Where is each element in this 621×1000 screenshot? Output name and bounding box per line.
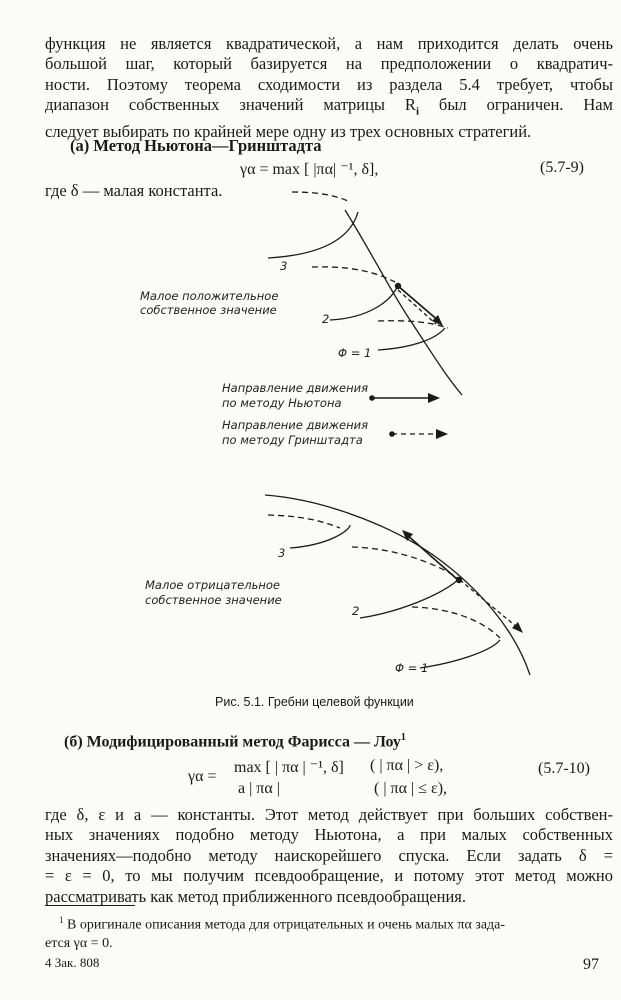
formula-5-7-10-case2-cond: ( | πα | ≤ ε), bbox=[374, 780, 448, 797]
bottom-contour-3 bbox=[290, 525, 350, 548]
intro-line: ности. Поэтому теорема сходимости из раздела 5.4 требует, чтобы bbox=[45, 74, 613, 94]
formula-5-7-9: γα = max [ |πα| ⁻¹, δ], bbox=[240, 161, 379, 178]
top-label-phi: Φ = 1 bbox=[338, 346, 372, 360]
bottom-eigen-label-1: Малое отрицательное bbox=[145, 578, 281, 592]
bottom-current-point bbox=[456, 577, 462, 583]
footnote-text-1: В оригинале описания метода для отрицательных и очень малых πα зада- bbox=[63, 917, 506, 933]
method-b-heading-text: (б) Модифицированный метод Фарисса — Лоу bbox=[64, 733, 401, 751]
formula-5-7-10-case2: a | πα | bbox=[238, 780, 280, 797]
method-a-note: где δ — малая константа. bbox=[45, 181, 223, 200]
bottom-contour-3-dashed bbox=[268, 515, 340, 528]
printer-mark: 4 Зак. 808 bbox=[45, 955, 100, 970]
top-current-point bbox=[395, 283, 401, 289]
bottom-contour-2-dashed bbox=[352, 547, 458, 578]
intro-line-4-tail: был ограничен. Нам bbox=[419, 95, 613, 115]
body-line: рассматривать как метод приближенного псевдообращения. bbox=[45, 886, 466, 906]
body-line: ных значениях подобно методу Ньютона, а при малых собственных bbox=[45, 825, 613, 845]
top-greenstadt-arrow bbox=[398, 290, 436, 324]
top-contour-2 bbox=[330, 285, 398, 320]
top-ridge-curve bbox=[345, 210, 462, 395]
body-line: где δ, ε и a — константы. Этот метод действует при больших собствен- bbox=[45, 805, 613, 824]
body-paragraph bbox=[45, 805, 613, 907]
formula-5-7-10-case1-cond: ( | πα | > ε), bbox=[370, 757, 444, 774]
matrix-subscript: i bbox=[415, 105, 420, 118]
top-newton-arrow bbox=[398, 286, 440, 322]
legend-greenstadt-dot bbox=[389, 431, 395, 437]
footnote-marker: 1 bbox=[59, 915, 64, 925]
intro-line: функция не является квадратической, а нам приходится делать очень bbox=[45, 34, 613, 53]
page-number: 97 bbox=[583, 956, 599, 973]
bottom-contour-2 bbox=[360, 580, 458, 618]
top-eigen-label-1: Малое положительное bbox=[140, 289, 279, 303]
bottom-greenstadt-arrow bbox=[460, 580, 518, 628]
legend-newton-arrowhead bbox=[428, 393, 440, 403]
bottom-label-3: 3 bbox=[278, 546, 286, 560]
top-contour-3 bbox=[268, 212, 358, 258]
top-contour-3-dashed bbox=[292, 192, 350, 202]
footnote-line-1 bbox=[45, 911, 613, 935]
body-line: значениях—подобно методу наискорейшего спуска. Если задать δ = bbox=[45, 845, 613, 865]
formula-5-7-10-lhs: γα = bbox=[188, 768, 217, 785]
intro-line: следует выбирать по крайней мере одну из трех основных стратегий. bbox=[45, 121, 532, 141]
bottom-label-2: 2 bbox=[352, 604, 360, 618]
bottom-label-phi: Φ = 1 bbox=[395, 661, 429, 675]
bottom-contour-1 bbox=[420, 640, 500, 668]
legend-newton-label-1: Направление движения bbox=[222, 381, 369, 395]
figure-caption: Рис. 5.1. Гребни целевой функции bbox=[215, 695, 414, 709]
body-line: = ε = 0, то мы получим псевдообращение, и потому этот метод можно bbox=[45, 866, 613, 886]
top-label-3: 3 bbox=[280, 259, 288, 273]
legend-greenstadt-label-2: по методу Гринштадта bbox=[222, 433, 363, 447]
intro-line: большой шаг, который базируется на предположении о квадратич- bbox=[45, 54, 613, 74]
legend-greenstadt-arrowhead bbox=[436, 429, 448, 439]
eq-number-5-7-10: (5.7-10) bbox=[538, 760, 590, 777]
legend-greenstadt-label-1: Направление движения bbox=[222, 418, 369, 432]
legend-newton-label-2: по методу Ньютона bbox=[222, 396, 342, 410]
top-label-2: 2 bbox=[322, 312, 330, 326]
formula-5-7-10-case1: max [ | πα | ⁻¹, δ] bbox=[234, 759, 344, 776]
footnote-line-2: ется γα = 0. bbox=[45, 935, 113, 951]
legend-newton-dot bbox=[369, 395, 375, 401]
top-eigen-label-2: собственное значение bbox=[140, 303, 277, 317]
method-b-footnote-ref: 1 bbox=[400, 732, 406, 743]
intro-line-4-head: диапазон собственных значений матрицы R bbox=[45, 95, 416, 115]
eq-number-5-7-9: (5.7-9) bbox=[540, 159, 584, 176]
footnote bbox=[45, 911, 613, 953]
top-contour-1 bbox=[378, 328, 445, 350]
bottom-eigen-label-2: собственное значение bbox=[145, 593, 282, 607]
method-b-heading bbox=[64, 732, 406, 751]
bottom-greenstadt-arrowhead bbox=[512, 622, 523, 633]
bottom-contour-1-dashed bbox=[412, 607, 500, 638]
method-a-heading: (а) Метод Ньютона—Гринштадта bbox=[70, 136, 322, 155]
footnote-rule bbox=[45, 905, 135, 906]
